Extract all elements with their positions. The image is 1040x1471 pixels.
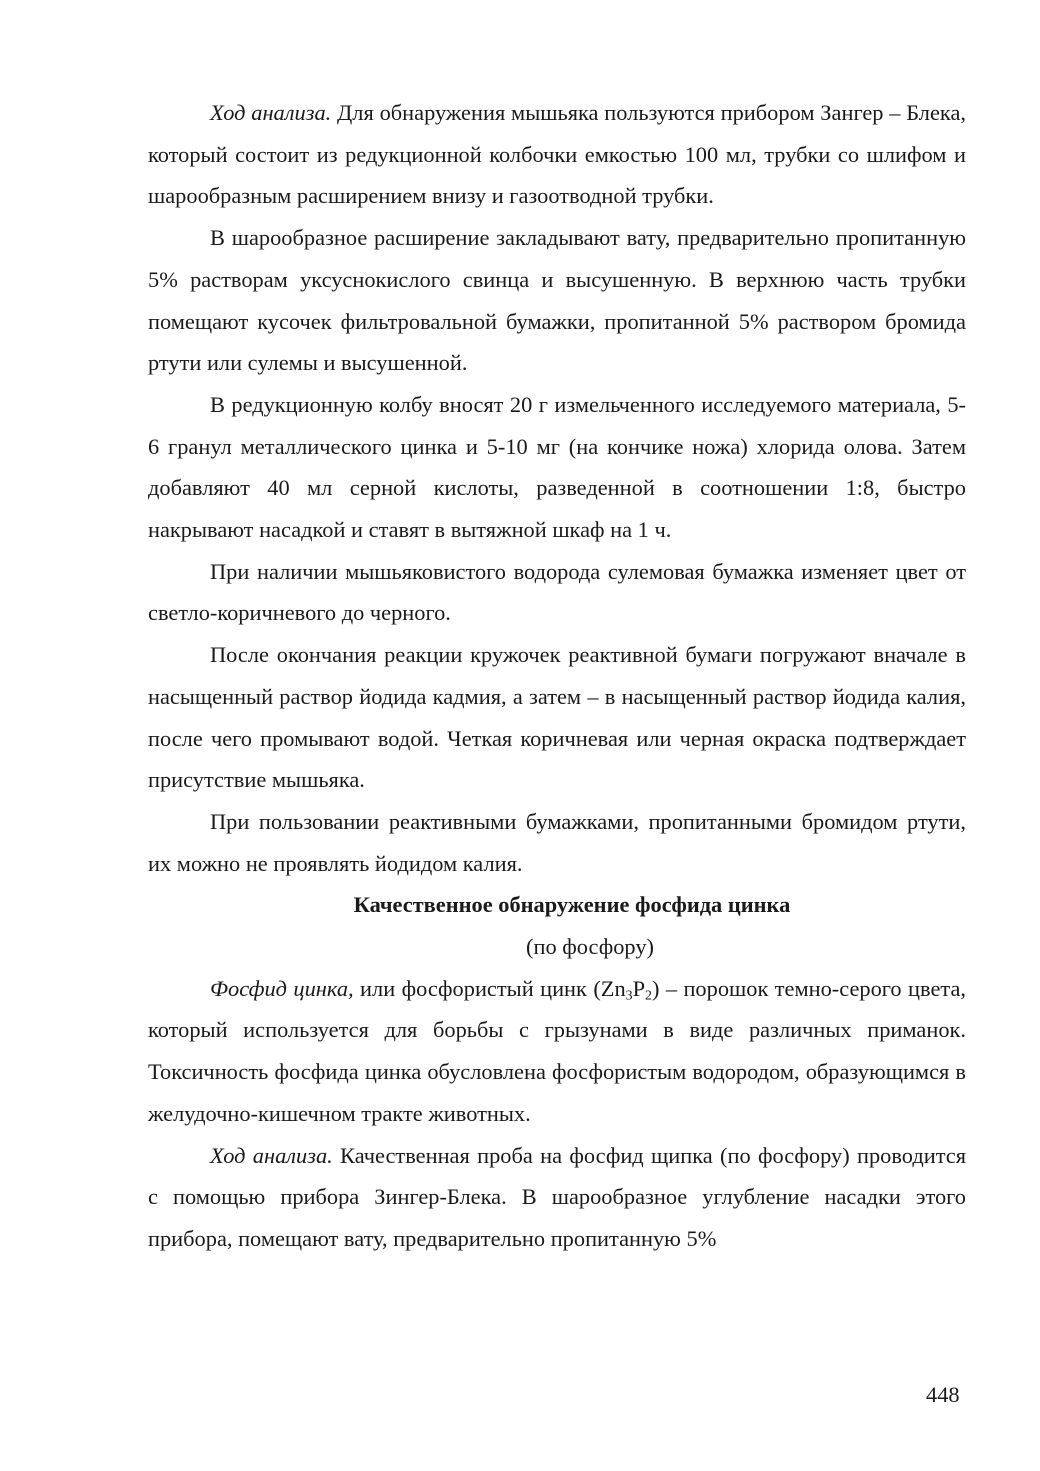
- paragraph-cotton-wool: В шарообразное расширение закладывают вату, предварительно пропитанную 5% растворам уксуснокислого свинца и высушенную. В верхнюю часть трубки помещают кусочек фильтровальной бумажки, пропитанной 5% раствором бромида ртути или сулемы и высушенной.: [148, 225, 966, 376]
- paragraph-lead: Фосфид цинка,: [210, 975, 354, 1001]
- chemical-formula: [600, 975, 652, 1004]
- paragraph-text: ) – порошок темно-серого цвета, который используется для борьбы с грызунами в виде различных приманок. Токсичность фосфида цинка обусловлена фосфористым водородом, образующимся в желудочно-кишечном тракте животных.: [148, 975, 966, 1126]
- section-subheading: (по фосфору): [526, 934, 654, 960]
- formula-element: Zn: [600, 975, 626, 1001]
- document-page: [148, 92, 966, 1260]
- paragraph-text: Качественная проба на фосфид щипка (по фосфору) проводится с помощью прибора Зингер-Блека. В шарообразное углубление насадки этого прибора, помещают вату, предварительно пропитанную 5%: [148, 1142, 966, 1251]
- paragraph-analysis-arsenic: [148, 92, 966, 217]
- paragraph-reactive-papers: При пользовании реактивными бумажками, пропитанными бромидом ртути, их можно не проявлять йодидом калия.: [148, 808, 966, 876]
- paragraph-text: Для обнаружения мышьяка пользуются прибором Зангер – Блека, который состоит из редукционной колбочки емкостью 100 мл, трубки со шлифом и шарообразным расширением внизу и газоотводной трубки.: [148, 100, 966, 209]
- paragraph-reaction-end: После окончания реакции кружочек реактивной бумаги погружают вначале в насыщенный раствор йодида кадмия, а затем – в насыщенный раствор йодида калия, после чего промывают водой. Четкая коричневая или черная окраска подтверждает присутствие мышьяка.: [148, 642, 966, 793]
- paragraph-text: или фосфористый цинк (: [353, 975, 601, 1001]
- paragraph-lead: Ход анализа.: [210, 1142, 333, 1168]
- section-heading: Качественное обнаружение фосфида цинка: [353, 892, 791, 918]
- formula-subscript: 3: [625, 988, 633, 1004]
- page-number: 448: [926, 1382, 960, 1407]
- paragraph-analysis-phosphide: [148, 1135, 966, 1260]
- paragraph-lead: Ход анализа.: [210, 100, 332, 125]
- formula-subscript: 2: [645, 988, 652, 1004]
- paragraph-color-change: При наличии мышьяковистого водорода сулемовая бумажка изменяет цвет от светло-коричневого до черного.: [148, 558, 966, 626]
- paragraph-reduction-flask: В редукционную колбу вносят 20 г измельченного исследуемого материала, 5-6 гранул металлического цинка и 5-10 мг (на кончике ножа) хлорида олова. Затем добавляют 40 мл серной кислоты, разведенной в соотношении 1:8, быстро накрывают насадкой и ставят в вытяжной шкаф на 1 ч.: [148, 391, 966, 543]
- formula-element: P: [632, 975, 646, 1001]
- paragraph-zinc-phosphide: [148, 968, 966, 1135]
